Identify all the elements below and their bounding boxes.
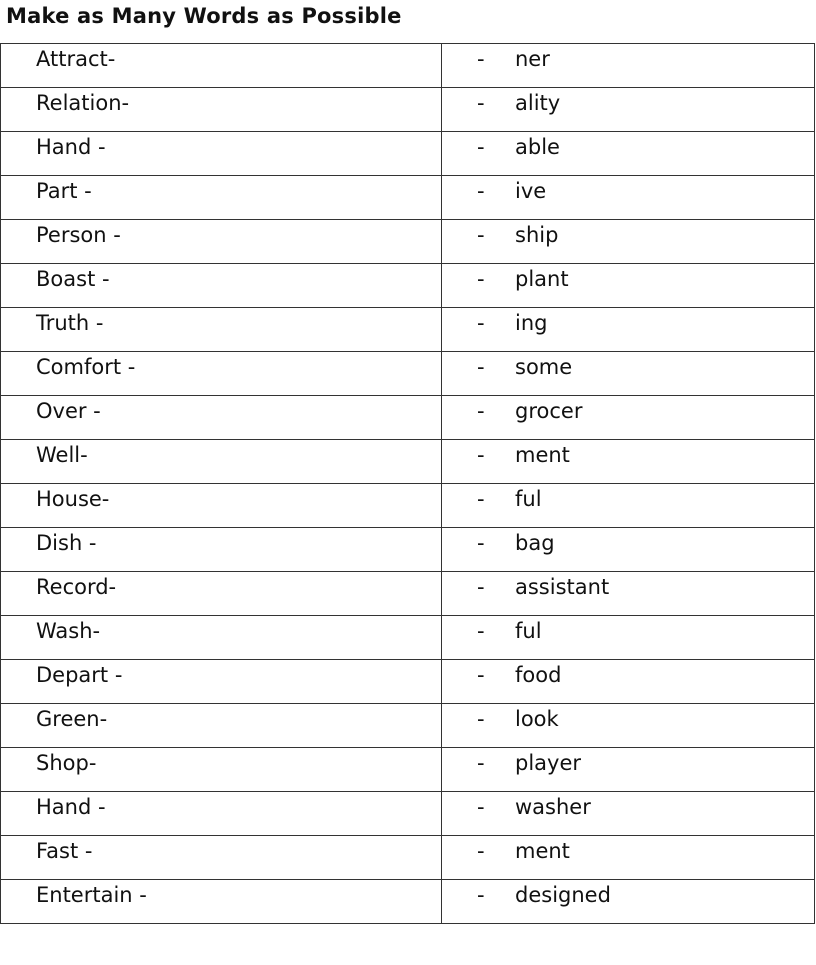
word-prefix: Boast - <box>36 267 110 291</box>
word-prefix-cell <box>1 88 442 132</box>
word-prefix-cell <box>1 660 442 704</box>
word-prefix: Fast - <box>36 839 93 863</box>
word-prefix-cell <box>1 748 442 792</box>
word-prefix: Shop- <box>36 751 97 775</box>
table-row <box>1 132 815 176</box>
table-row <box>1 660 815 704</box>
word-suffix: player <box>515 751 582 775</box>
word-suffix-cell <box>442 528 815 572</box>
word-suffix: designed <box>515 883 611 907</box>
suffix-dash: - <box>477 135 485 159</box>
word-suffix: ful <box>515 619 542 643</box>
word-suffix: look <box>515 707 559 731</box>
word-prefix-cell <box>1 440 442 484</box>
word-suffix-cell <box>442 176 815 220</box>
word-prefix-cell <box>1 264 442 308</box>
word-prefix: Attract- <box>36 47 116 71</box>
suffix-dash: - <box>477 267 485 291</box>
page-title: Make as Many Words as Possible <box>6 4 402 28</box>
suffix-dash: - <box>477 399 485 423</box>
word-match-table-body <box>1 44 815 924</box>
word-suffix-cell <box>442 440 815 484</box>
suffix-dash: - <box>477 663 485 687</box>
suffix-dash: - <box>477 795 485 819</box>
word-suffix-cell <box>442 484 815 528</box>
table-row <box>1 264 815 308</box>
word-suffix-cell <box>442 44 815 88</box>
suffix-dash: - <box>477 487 485 511</box>
suffix-dash: - <box>477 839 485 863</box>
suffix-dash: - <box>477 575 485 599</box>
table-row <box>1 836 815 880</box>
suffix-dash: - <box>477 91 485 115</box>
word-prefix: Over - <box>36 399 101 423</box>
suffix-dash: - <box>477 751 485 775</box>
word-suffix: ment <box>515 839 570 863</box>
word-suffix-cell <box>442 88 815 132</box>
word-suffix: ner <box>515 47 550 71</box>
word-prefix-cell <box>1 704 442 748</box>
word-suffix: ive <box>515 179 547 203</box>
word-suffix-cell <box>442 704 815 748</box>
word-suffix-cell <box>442 132 815 176</box>
table-row <box>1 484 815 528</box>
suffix-dash: - <box>477 883 485 907</box>
word-prefix-cell <box>1 44 442 88</box>
table-row <box>1 396 815 440</box>
suffix-dash: - <box>477 707 485 731</box>
word-suffix: bag <box>515 531 555 555</box>
word-suffix-cell <box>442 748 815 792</box>
word-suffix: able <box>515 135 560 159</box>
word-prefix-cell <box>1 396 442 440</box>
word-prefix: Part - <box>36 179 92 203</box>
table-row <box>1 880 815 924</box>
word-suffix: some <box>515 355 573 379</box>
word-suffix: grocer <box>515 399 583 423</box>
word-suffix: ment <box>515 443 570 467</box>
word-suffix-cell <box>442 308 815 352</box>
word-prefix: Comfort - <box>36 355 136 379</box>
table-row <box>1 792 815 836</box>
word-prefix: Person - <box>36 223 121 247</box>
word-prefix: Well- <box>36 443 88 467</box>
word-suffix: plant <box>515 267 569 291</box>
word-prefix-cell <box>1 616 442 660</box>
word-prefix: Entertain - <box>36 883 147 907</box>
suffix-dash: - <box>477 47 485 71</box>
word-prefix-cell <box>1 880 442 924</box>
word-suffix: assistant <box>515 575 610 599</box>
word-suffix: ship <box>515 223 559 247</box>
table-row <box>1 220 815 264</box>
word-suffix-cell <box>442 880 815 924</box>
word-suffix-cell <box>442 352 815 396</box>
table-row <box>1 528 815 572</box>
word-suffix: ful <box>515 487 542 511</box>
word-prefix: Record- <box>36 575 117 599</box>
word-prefix: Wash- <box>36 619 101 643</box>
table-row <box>1 44 815 88</box>
word-prefix: Truth - <box>36 311 104 335</box>
word-suffix-cell <box>442 264 815 308</box>
word-prefix-cell <box>1 132 442 176</box>
word-match-table <box>0 43 815 924</box>
word-suffix-cell <box>442 792 815 836</box>
table-row <box>1 176 815 220</box>
word-suffix-cell <box>442 572 815 616</box>
word-prefix: Hand - <box>36 795 106 819</box>
table-row <box>1 88 815 132</box>
word-prefix-cell <box>1 484 442 528</box>
word-suffix-cell <box>442 220 815 264</box>
suffix-dash: - <box>477 531 485 555</box>
suffix-dash: - <box>477 355 485 379</box>
word-prefix-cell <box>1 352 442 396</box>
word-prefix-cell <box>1 176 442 220</box>
suffix-dash: - <box>477 179 485 203</box>
word-prefix-cell <box>1 528 442 572</box>
word-suffix: washer <box>515 795 591 819</box>
word-prefix: House- <box>36 487 110 511</box>
word-prefix-cell <box>1 836 442 880</box>
word-prefix: Relation- <box>36 91 130 115</box>
table-row <box>1 704 815 748</box>
word-prefix-cell <box>1 792 442 836</box>
table-row <box>1 748 815 792</box>
table-row <box>1 352 815 396</box>
word-suffix-cell <box>442 616 815 660</box>
word-suffix: food <box>515 663 562 687</box>
suffix-dash: - <box>477 619 485 643</box>
word-suffix-cell <box>442 396 815 440</box>
word-prefix-cell <box>1 572 442 616</box>
word-suffix: ality <box>515 91 561 115</box>
word-prefix-cell <box>1 220 442 264</box>
word-suffix: ing <box>515 311 548 335</box>
word-suffix-cell <box>442 660 815 704</box>
table-row <box>1 308 815 352</box>
word-prefix: Dish - <box>36 531 97 555</box>
suffix-dash: - <box>477 223 485 247</box>
word-suffix-cell <box>442 836 815 880</box>
word-prefix: Green- <box>36 707 108 731</box>
table-row <box>1 440 815 484</box>
word-prefix: Depart - <box>36 663 123 687</box>
word-prefix-cell <box>1 308 442 352</box>
suffix-dash: - <box>477 311 485 335</box>
word-prefix: Hand - <box>36 135 106 159</box>
table-row <box>1 572 815 616</box>
suffix-dash: - <box>477 443 485 467</box>
table-row <box>1 616 815 660</box>
